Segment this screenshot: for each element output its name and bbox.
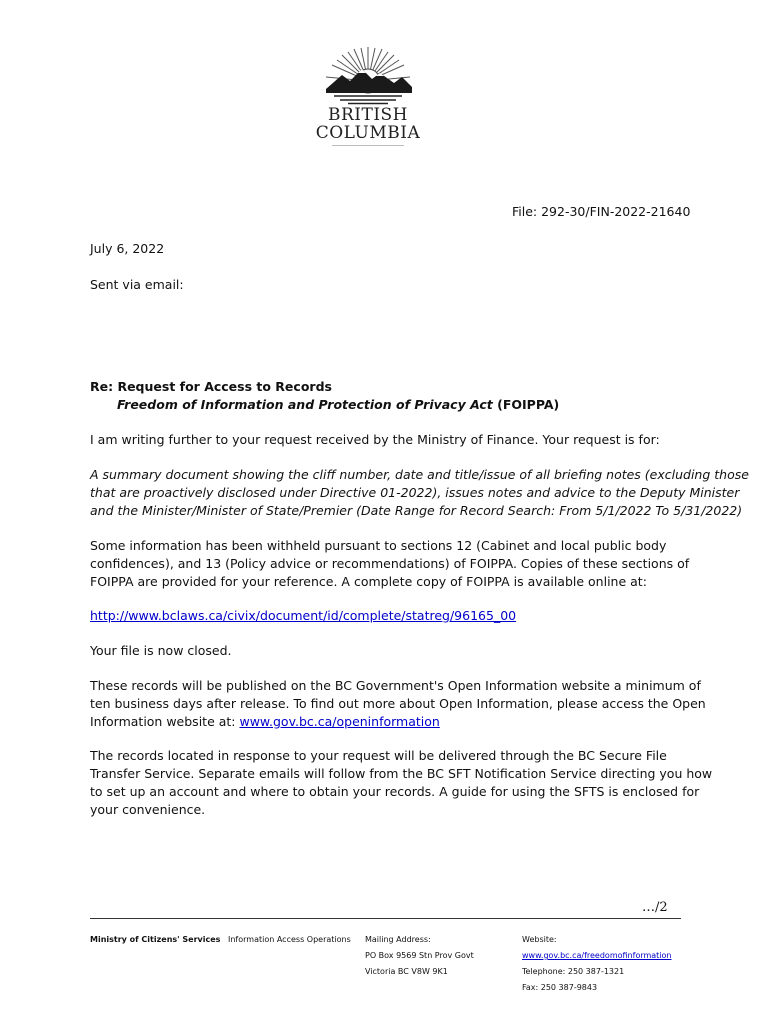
mailing-line: PO Box 9569 Stn Prov Govt (365, 951, 474, 960)
paragraph-line: The records located in response to your request will be delivered through the BC Secure File (90, 748, 667, 763)
footer-divider (90, 918, 681, 919)
summary-line: and the Minister/Minister of State/Premier (Date Range for Record Search: From 5/1/2022 To 5/31/2022) (90, 503, 743, 518)
footer-contact (522, 932, 672, 996)
mailing-line: Victoria BC V8W 9K1 (365, 967, 448, 976)
sent-via: Sent via email: (90, 277, 184, 292)
paragraph-line: to set up an account and where to obtain your records. A guide for using the SFTS is enclosed for (90, 784, 700, 799)
paragraph-line: FOIPPA are provided for your reference. A complete copy of FOIPPA is available online at: (90, 574, 647, 589)
withheld-paragraph (90, 537, 689, 591)
intro-paragraph: I am writing further to your request received by the Ministry of Finance. Your request is for: (90, 432, 660, 447)
footer-mailing-address (365, 932, 474, 980)
foippa-link-line (90, 607, 516, 625)
footer-operations: Information Access Operations (228, 935, 351, 944)
summary-line: that are proactively disclosed under Directive 01-2022), issues notes and advice to the Deputy Minister (90, 485, 740, 500)
act-reference (117, 396, 559, 414)
summary-line: A summary document showing the cliff number, date and title/issue of all briefing notes (excluding those (90, 467, 749, 482)
open-information-link[interactable]: www.gov.bc.ca/openinformation (239, 714, 440, 729)
publish-paragraph (90, 677, 706, 731)
footer-ministry: Ministry of Citizens' Services (90, 935, 221, 944)
paragraph-line: Some information has been withheld pursuant to sections 12 (Cabinet and local public body (90, 538, 667, 553)
paragraph-line: your convenience. (90, 802, 206, 817)
logo-divider (332, 145, 404, 146)
paragraph-line: confidences), and 13 (Policy advice or recommendations) of FOIPPA. Copies of these sections of (90, 556, 690, 571)
mailing-label: Mailing Address: (365, 935, 431, 944)
logo-wordmark-line2: COLUMBIA (315, 123, 421, 143)
telephone: Telephone: 250 387-1321 (522, 967, 625, 976)
foi-website-link[interactable]: www.gov.bc.ca/freedomofinformation (522, 951, 672, 960)
page-continuation-marker: …/2 (642, 900, 668, 915)
delivery-paragraph (90, 747, 712, 819)
fax: Fax: 250 387-9843 (522, 983, 598, 992)
act-abbreviation: (FOIPPA) (492, 397, 560, 412)
letter-date: July 6, 2022 (90, 241, 165, 256)
foippa-link[interactable]: http://www.bclaws.ca/civix/document/id/complete/statreg/96165_00 (90, 608, 517, 623)
request-summary (90, 466, 749, 520)
paragraph-line: ten business days after release. To find out more about Open Information, please access the Open (90, 696, 706, 711)
logo-wordmark-line1: BRITISH (327, 105, 409, 125)
sun-mountains-icon (320, 45, 416, 105)
paragraph-line: Transfer Service. Separate emails will follow from the BC SFT Notification Service directing you how (90, 766, 713, 781)
paragraph-line: These records will be published on the BC Government's Open Information website a minimum of (90, 678, 701, 693)
subject-line: Re: Request for Access to Records (90, 379, 332, 394)
file-closed-notice: Your file is now closed. (90, 643, 232, 658)
website-label: Website: (522, 935, 557, 944)
file-reference: File: 292-30/FIN-2022-21640 (512, 204, 691, 219)
bc-government-logo (312, 45, 424, 145)
paragraph-line (90, 713, 706, 731)
act-name: Freedom of Information and Protection of Privacy Act (117, 397, 493, 412)
publish-prefix: Information website at: (90, 714, 240, 729)
